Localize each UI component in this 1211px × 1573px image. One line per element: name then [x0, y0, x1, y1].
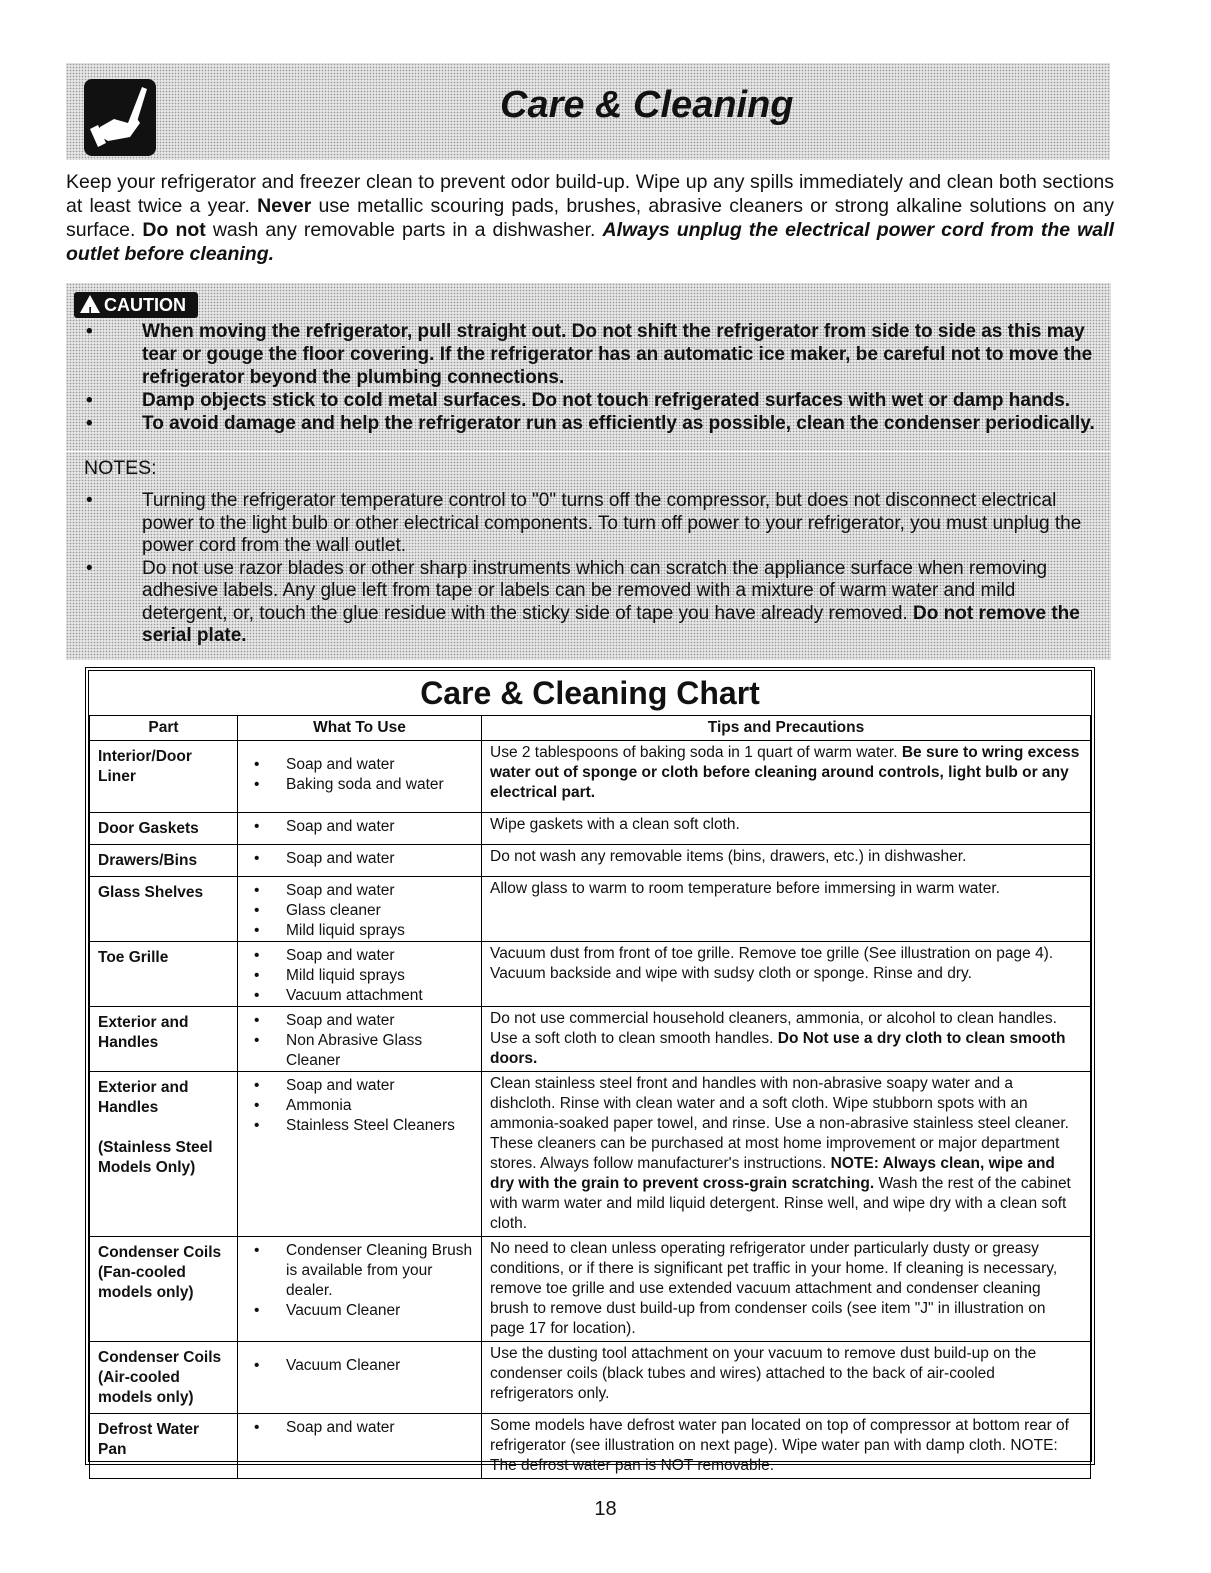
caution-item: • To avoid damage and help the refrigerator run as efficiently as possible, clean the condenser periodically.	[80, 412, 1100, 435]
notes-list	[80, 490, 1090, 648]
note-item	[80, 558, 1090, 648]
cell-tips: Vacuum dust from front of toe grille. Remove toe grille (See illustration on page 4). Vacuum backside and wipe with sudsy cloth or sponge. Rinse and dry.	[482, 942, 1091, 1007]
use-item: • Vacuum Cleaner	[254, 1356, 477, 1376]
page-title: Care & Cleaning	[500, 84, 794, 126]
intro-warning: Always unplug the electrical power cord from the wall outlet before cleaning.	[66, 219, 1114, 265]
use-item: • Condenser Cleaning Brush is available from your dealer.	[254, 1241, 477, 1301]
cell-use	[238, 1414, 482, 1479]
intro-do-not: Do not	[142, 219, 206, 241]
table-row	[90, 741, 1091, 813]
use-item: • Soap and water	[254, 946, 477, 966]
use-item: • Glass cleaner	[254, 901, 477, 921]
cell-part: Door Gaskets	[90, 813, 238, 845]
warning-triangle-icon: !	[80, 295, 100, 313]
use-item: • Soap and water	[254, 1011, 477, 1031]
use-item: • Baking soda and water	[254, 775, 477, 795]
caution-item: • Damp objects stick to cold metal surfaces. Do not touch refrigerated surfaces with wet or damp hands.	[80, 389, 1100, 412]
part-name: Exterior and Handles	[98, 1079, 189, 1116]
note-bold: Do not remove the serial plate.	[142, 602, 1080, 646]
use-item: • Mild liquid sprays	[254, 921, 477, 941]
use-item: • Soap and water	[254, 881, 477, 901]
part-subtitle: (Stainless Steel Models Only)	[98, 1139, 213, 1176]
cell-tips	[482, 741, 1091, 813]
cell-part: Exterior and Handles	[90, 1007, 238, 1072]
care-table	[89, 715, 1091, 1479]
use-item: • Soap and water	[254, 1076, 477, 1096]
caution-list	[80, 320, 1100, 435]
page-number: 18	[594, 1498, 617, 1520]
cell-part: Interior/Door Liner	[90, 741, 238, 813]
header-tips: Tips and Precautions	[482, 716, 1091, 741]
cell-use	[238, 813, 482, 845]
cell-tips	[482, 1072, 1091, 1237]
use-item: • Soap and water	[254, 755, 477, 775]
caution-item: • When moving the refrigerator, pull straight out. Do not shift the refrigerator from side to side as this may tear or gouge the floor covering. If the refrigerator has an automatic ice maker, be careful not to move the refrigerator beyond the plumbing connections.	[80, 320, 1100, 389]
care-cleaning-chart	[85, 667, 1095, 1474]
tips-bold: Be sure to wring excess water out of sponge or cloth before cleaning around controls, light bulb or any electrical part.	[490, 744, 1080, 801]
use-item: • Vacuum Cleaner	[254, 1301, 477, 1321]
use-item: • Mild liquid sprays	[254, 966, 477, 986]
cell-part: Glass Shelves	[90, 877, 238, 942]
hand-cleaning-icon	[84, 79, 156, 156]
intro-text-1: Keep your refrigerator and freezer clean to prevent odor build-up. Wipe up any spills immediately and clean both sections at least twice a year.	[66, 171, 1114, 217]
cell-use	[238, 1072, 482, 1237]
use-item: • Vacuum attachment	[254, 986, 477, 1006]
intro-text-2: use metallic scouring pads, brushes, abrasive cleaners or strong alkaline solutions on any surface.	[66, 195, 1114, 241]
table-row	[90, 942, 1091, 1007]
table-row	[90, 877, 1091, 942]
use-item: • Soap and water	[254, 849, 477, 869]
tips-text-after: Wash the rest of the cabinet with warm water and mild liquid detergent. Rinse well, and wipe dry with a clean soft cloth.	[490, 1175, 1071, 1232]
cell-part: Condenser Coils (Fan-cooled models only)	[90, 1237, 238, 1342]
tips-text: Clean stainless steel front and handles with non-abrasive soapy water and a dishcloth. Rinse with clean water and a soft cloth. Wipe stubborn spots with an ammonia-soaked paper towel, and rinse. Use a non-abrasive stainless steel cleaner. These cleaners can be purchased at most home improvement or major department stores. Always follow manufacturer's instructions.	[490, 1075, 1069, 1172]
cell-use	[238, 1342, 482, 1414]
cell-use	[238, 877, 482, 942]
table-row	[90, 1237, 1091, 1342]
cell-part: Drawers/Bins	[90, 845, 238, 877]
caution-label: CAUTION	[104, 295, 186, 315]
tips-bold: Do Not use a dry cloth to clean smooth doors.	[490, 1030, 1066, 1067]
cell-use	[238, 845, 482, 877]
cell-part: Defrost Water Pan	[90, 1414, 238, 1479]
use-item: • Ammonia	[254, 1096, 477, 1116]
cell-use	[238, 1007, 482, 1072]
cell-tips: Wipe gaskets with a clean soft cloth.	[482, 813, 1091, 845]
use-item: • Soap and water	[254, 1418, 477, 1438]
table-row	[90, 1414, 1091, 1479]
table-row	[90, 1072, 1091, 1237]
cell-use	[238, 942, 482, 1007]
use-item: • Soap and water	[254, 817, 477, 837]
intro-paragraph	[66, 170, 1114, 266]
cell-tips	[482, 1007, 1091, 1072]
cell-tips: Use the dusting tool attachment on your vacuum to remove dust build-up on the condenser coils (black tubes and wires) attached to the back of air-cooled refrigerators only.	[482, 1342, 1091, 1414]
use-item: • Stainless Steel Cleaners	[254, 1116, 477, 1136]
note-item: • Turning the refrigerator temperature control to "0" turns off the compressor, but does not disconnect electrical power to the light bulb or other electrical components. To turn off power to your refrigerator, you must unplug the power cord from the wall outlet.	[80, 490, 1090, 558]
caution-badge	[74, 292, 198, 318]
chart-title: Care & Cleaning Chart	[420, 675, 760, 711]
notes-title: NOTES:	[84, 457, 157, 479]
header-part: Part	[90, 716, 238, 741]
table-row	[90, 845, 1091, 877]
table-row	[90, 813, 1091, 845]
note-text: Do not use razor blades or other sharp instruments which can scratch the appliance surface when removing adhesive labels. Any glue left from tape or labels can be removed with a mixture of warm water and mild detergent, or, touch the glue residue with the sticky side of tape you have already removed.	[142, 557, 1048, 624]
cell-part: Toe Grille	[90, 942, 238, 1007]
tips-text: Use 2 tablespoons of baking soda in 1 quart of warm water.	[490, 744, 902, 761]
cell-use	[238, 741, 482, 813]
table-header-row	[90, 716, 1091, 741]
intro-never: Never	[257, 195, 312, 217]
cell-part: Condenser Coils (Air-cooled models only)	[90, 1342, 238, 1414]
cell-tips: No need to clean unless operating refrigerator under particularly dusty or greasy conditions, or if there is significant pet traffic in your home. If cleaning is necessary, remove toe grille and use extended vacuum attachment and condenser cleaning brush to remove dust build-up from condenser coils (see item "J" in illustration on page 17 for location).	[482, 1237, 1091, 1342]
header-use: What To Use	[238, 716, 482, 741]
cell-use	[238, 1237, 482, 1342]
cell-tips: Some models have defrost water pan located on top of compressor at bottom rear of refrigerator (see illustration on next page). Wipe water pan with damp cloth. NOTE: The defrost water pan is NOT removable.	[482, 1414, 1091, 1479]
table-row	[90, 1007, 1091, 1072]
intro-text-3: wash any removable parts in a dishwasher.	[205, 219, 603, 241]
use-item: • Non Abrasive Glass Cleaner	[254, 1031, 477, 1071]
tips-text: Do not use commercial household cleaners, ammonia, or alcohol to clean handles. Use a soft cloth to clean smooth handles.	[490, 1010, 1057, 1047]
cell-tips: Do not wash any removable items (bins, drawers, etc.) in dishwasher.	[482, 845, 1091, 877]
tips-bold: NOTE: Always clean, wipe and dry with the grain to prevent cross-grain scratching.	[490, 1155, 1055, 1192]
table-row	[90, 1342, 1091, 1414]
cell-tips: Allow glass to warm to room temperature before immersing in warm water.	[482, 877, 1091, 942]
cell-part	[90, 1072, 238, 1237]
